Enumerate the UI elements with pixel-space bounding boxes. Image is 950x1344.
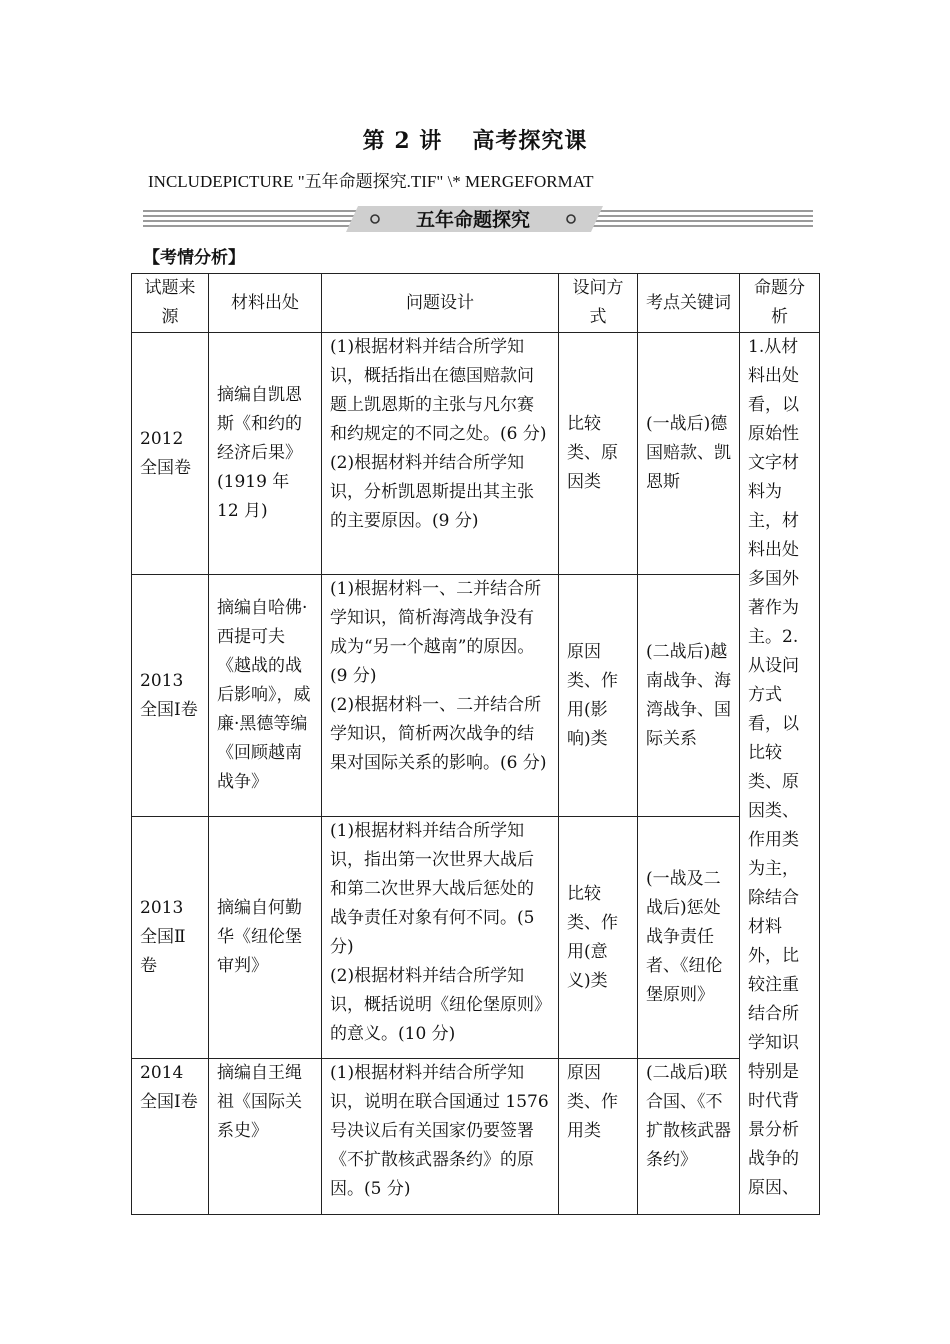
title-lecture-name: 高考探究课 [472,128,588,154]
banner-left-stripes [143,211,368,226]
question-text: (2)根据材料并结合所学知识，分析凯恩斯提出其主张的主要原因。(9 分) [330,453,534,531]
header-source: 试题来源 [132,274,209,333]
header-analysis: 命题分析 [740,274,820,333]
cell-material: 摘编自凯恩斯《和约的经济后果》(1919 年 12 月) [209,333,322,575]
cell-material: 摘编自哈佛·西提可夫《越战的战后影响》，威廉·黑德等编《回顾越南战争》 [209,575,322,817]
title-lecture-number: 第 2 讲 [362,128,443,154]
cell-questions [322,1059,559,1215]
cell-material: 摘编自何勤华《纽伦堡审判》 [209,817,322,1059]
cell-analysis: 1.从材料出处看，以原始性文字材料为主，材料出处多国外著作为主。2.从设问方式看，以比较类、原因类、作用类为主，除结合材料外，比较注重结合所学知识特别是时代背景分析战争的原因、 [740,333,820,1215]
cell-keywords: (一战后)德国赔款、凯恩斯 [638,333,740,575]
exam-analysis-table [131,273,820,1215]
cell-source: 2012 全国卷 [132,333,209,575]
section-banner [143,204,813,234]
question-text: (1)根据材料一、二并结合所学知识，简析海湾战争没有成为“另一个越南”的原因。(9 分) [330,579,542,686]
table-row [132,817,820,1059]
header-method: 设问方式 [559,274,638,333]
cell-source: 2013 全国Ⅱ卷 [132,817,209,1059]
question-text: (1)根据材料并结合所学知识，指出第一次世界大战后和第二次世界大战后惩处的战争责任对象有何不同。(5 分) [330,821,535,957]
cell-keywords: (二战后)越南战争、海湾战争、国际关系 [638,575,740,817]
cell-questions [322,817,559,1059]
cell-source: 2014 全国Ⅰ卷 [132,1059,209,1215]
cell-keywords: (一战及二战后)惩处战争责任者、《纽伦堡原则》 [638,817,740,1059]
cell-method: 原因类、作用(影响)类 [559,575,638,817]
cell-source: 2013 全国Ⅰ卷 [132,575,209,817]
page-title [0,124,950,155]
cell-questions [322,575,559,817]
cell-material: 摘编自王绳祖《国际关系史》 [209,1059,322,1215]
question-text: (1)根据材料并结合所学知识，说明在联合国通过 1576 号决议后有关国家仍要签署《不扩散核武器条约》的原因。(5 分) [330,1063,549,1199]
table-row [132,333,820,575]
include-picture-field: INCLUDEPICTURE "五年命题探究.TIF" \* MERGEFORMAT [148,172,594,191]
header-material: 材料出处 [209,274,322,333]
question-text: (2)根据材料一、二并结合所学知识，简析两次战争的结果对国际关系的影响。(6 分) [330,695,547,773]
table-row [132,1059,820,1215]
question-text: (1)根据材料并结合所学知识，概括指出在德国赔款问题上凯恩斯的主张与凡尔赛和约规定的不同之处。(6 分) [330,337,547,444]
cell-method: 原因类、作用类 [559,1059,638,1215]
question-text: (2)根据材料并结合所学知识，概括说明《纽伦堡原则》的意义。(10 分) [330,966,543,1044]
header-keywords: 考点关键词 [638,274,740,333]
cell-method: 比较类、原因类 [559,333,638,575]
table-header-row [132,274,820,333]
header-questions: 问题设计 [322,274,559,333]
section-heading: 【考情分析】 [143,248,245,268]
banner-text: 五年命题探究 [415,209,531,231]
banner-right-stripes [583,211,813,226]
cell-keywords: (二战后)联合国、《不扩散核武器条约》 [638,1059,740,1215]
cell-method: 比较类、作用(意义)类 [559,817,638,1059]
cell-questions [322,333,559,575]
table-row [132,575,820,817]
